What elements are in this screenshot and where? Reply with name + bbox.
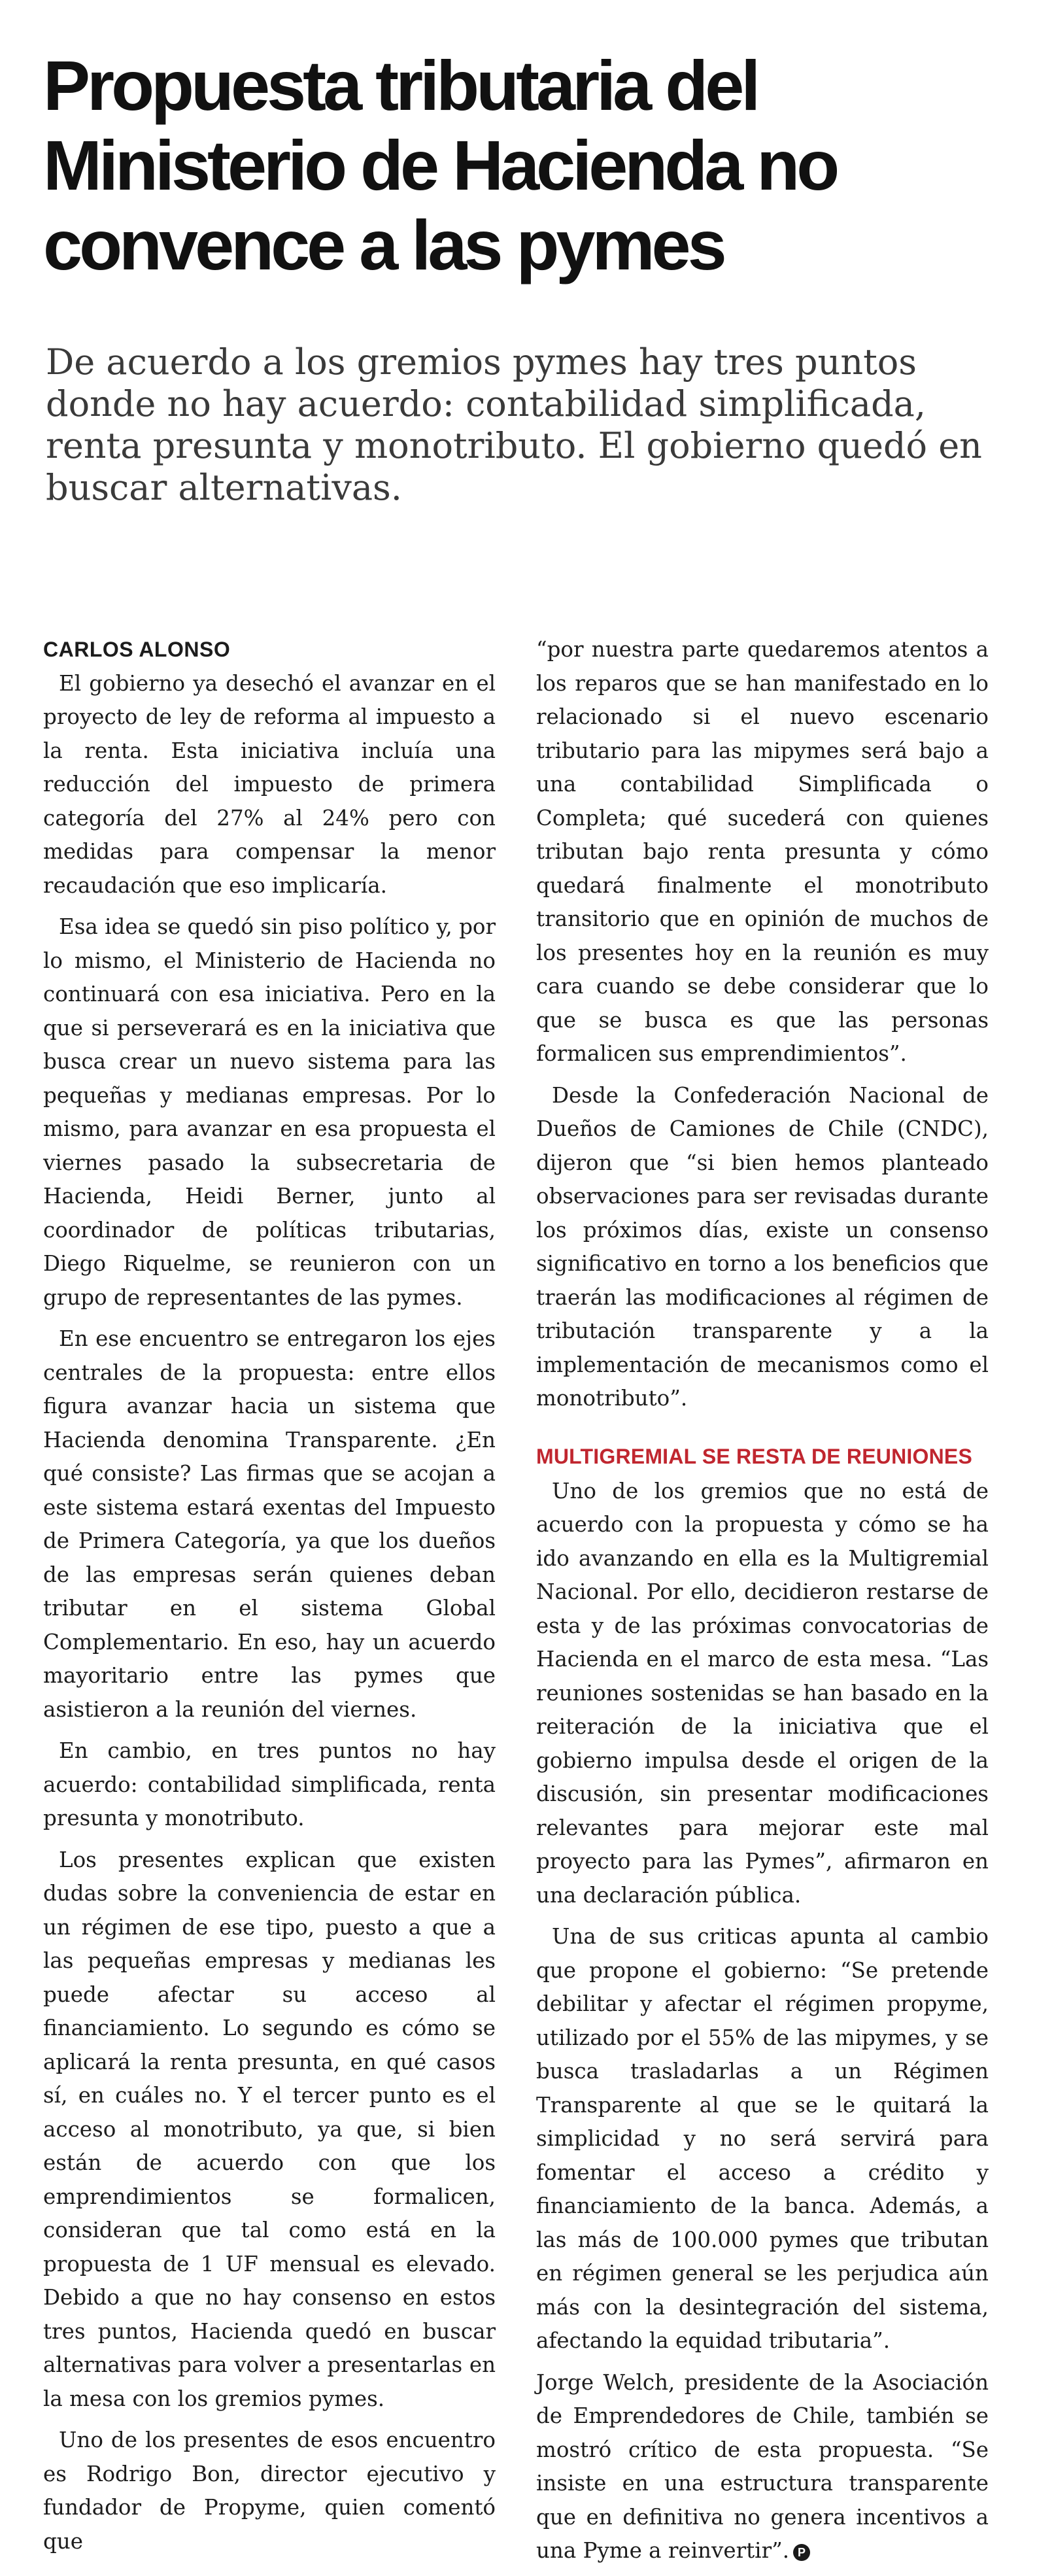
byline: CARLOS ALONSO <box>43 638 231 661</box>
article-column-right <box>536 633 989 2576</box>
body-paragraph-text: Jorge Welch, presidente de la Asociación de Emprendedores de Chile, también se mostró crítico de esta propuesta. “Se insiste en una estructura transparente que en definitiva no genera incentivos a una Pyme a reinvertir”. <box>536 2369 989 2563</box>
body-paragraph: Esa idea se quedó sin piso político y, por lo mismo, el Ministerio de Hacienda no continuará con esa iniciativa. Pero en la que si perseverará es en la iniciativa que busca crear un nuevo sistema para las pequeñas y medianas empresas. Por lo mismo, para avanzar en esa propuesta el viernes pasado la subsecretaria de Hacienda, Heidi Berner, junto al coordinador de políticas tributarias, Diego Riquelme, se reunieron con un grupo de representantes de las pymes. <box>43 914 496 1310</box>
body-paragraph: En ese encuentro se entregaron los ejes centrales de la propuesta: entre ellos figura avanzar hacia un sistema que Hacienda denomina Transparente. ¿En qué consiste? Las firmas que se acojan a este sistema estará exentas del Impuesto de Primera Categoría, ya que los dueños de las empresas serán quienes deban tributar en el sistema Global Complementario. En eso, hay un acuerdo mayoritario entre las pymes que asistieron a la reunión del viernes. <box>43 1326 496 1722</box>
body-paragraph: Uno de los gremios que no está de acuerdo con la propuesta y cómo se ha ido avanzando en ella es la Multigremial Nacional. Por ello, decidieron restarse de esta y de las próximas convocatorias de Hacienda en el marco de esta mesa. “Las reuniones sostenidas se han basado en la reiteración de la iniciativa que el gobierno impulsa desde el origen de la discusión, sin presentar modificaciones relevantes para mejorar este mal proyecto para las Pymes”, afirmaron en una declaración pública. <box>536 1478 989 1908</box>
body-paragraph: Los presentes explican que existen dudas sobre la conveniencia de estar en un régimen de ese tipo, puesto a que a las pequeñas empresas y medianas les puede afectar su acceso al financiamiento. Lo segundo es cómo se aplicará la renta presunta, en qué casos sí, en cuáles no. Y el tercer punto es el acceso al monotributo, ya que, si bien están de acuerdo con que los emprendimientos se formalicen, consideran que tal como está en la propuesta de 1 UF mensual es elevado. Debido a que no hay consenso en estos tres puntos, Hacienda quedó en buscar alternativas para volver a presentarlas en la mesa con los gremios pymes. <box>43 1847 496 2411</box>
end-mark-icon: P <box>793 2544 810 2561</box>
body-paragraph: Desde la Confederación Nacional de Dueños de Camiones de Chile (CNDC), dijeron que “si bien hemos planteado observaciones para ser revisadas durante los próximos días, existe un consenso significativo en torno a los beneficios que traerán las modificaciones al régimen de tributación transparente y a la implementación de mecanismos como el monotributo”. <box>536 1082 989 1411</box>
body-paragraph: En cambio, en tres puntos no hay acuerdo: contabilidad simplificada, renta presunta y monotributo. <box>43 1738 496 1830</box>
article-column-left <box>43 633 496 2566</box>
body-paragraph: Una de sus criticas apunta al cambio que propone el gobierno: “Se pretende debilitar y afectar el régimen propyme, utilizado por el 55% de las mipymes, y se busca trasladarlas a un Régimen Transparente al que se le quitará la simplicidad y no será servirá para fomentar el acceso a crédito y financiamiento de la banca. Además, a las más de 100.000 pymes que tributan en régimen general se les perjudica aún más con la desintegración del sistema, afectando la equidad tributaria”. <box>536 1924 989 2353</box>
body-paragraph: El gobierno ya desechó el avanzar en el proyecto de ley de reforma al impuesto a la renta. Esta iniciativa incluía una reducción del impuesto de primera categoría del 27% al 24% pero con medidas para compensar la menor recaudación que eso implicaría. <box>43 670 496 898</box>
body-paragraph-final <box>536 2366 989 2568</box>
body-paragraph: “por nuestra parte quedaremos atentos a los reparos que se han manifestado en lo relacionado si el nuevo escenario tributario para las mipymes será bajo a una contabilidad Simplificada o Completa; qué sucederá con quienes tributan bajo renta presunta y cómo quedará finalmente el monotributo transitorio que en opinión de muchos de los presentes hoy en la reunión es muy cara cuando se debe considerar que lo que se busca es que las personas formalicen sus emprendimientos”. <box>536 637 989 1066</box>
deck-subtitle: De acuerdo a los gremios pymes hay tres puntos donde no hay acuerdo: contabilidad simplificada, renta presunta y monotributo. El gobierno quedó en buscar alternativas. <box>46 341 982 508</box>
section-subhead: MULTIGREMIAL SE RESTA DE REUNIONES <box>536 1444 972 1468</box>
headline: Propuesta tributaria del Ministerio de Hacienda no convence a las pymes <box>43 46 837 284</box>
body-paragraph: Uno de los presentes de esos encuentro es Rodrigo Bon, director ejecutivo y fundador de Propyme, quien comentó que <box>43 2428 496 2554</box>
